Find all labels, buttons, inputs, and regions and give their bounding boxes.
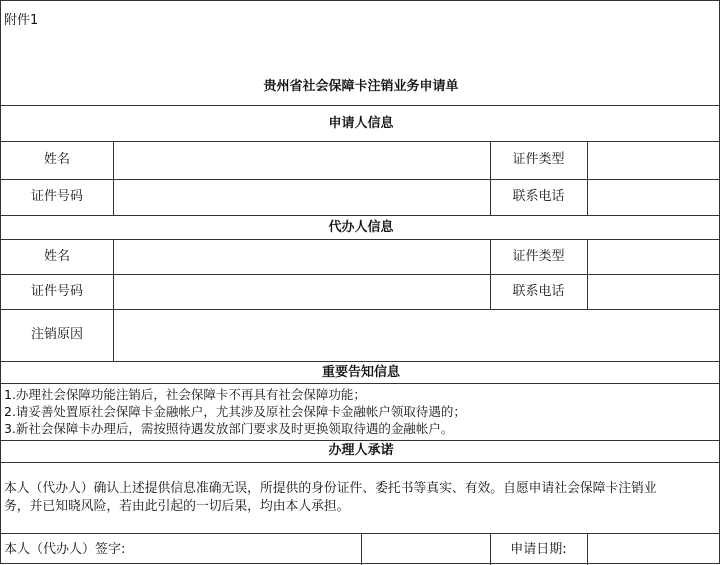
agent-id-number-field[interactable]	[119, 284, 485, 300]
rule	[1, 462, 720, 463]
signature-label: 本人（代办人）签字:	[4, 542, 126, 557]
application-date-field[interactable]	[593, 542, 715, 558]
notice-section-header: 重要告知信息	[321, 365, 400, 380]
attachment-label: 附件1	[4, 13, 39, 28]
cancellation-reason-field[interactable]	[119, 327, 715, 343]
signature-field[interactable]	[367, 542, 485, 558]
rule	[361, 533, 362, 565]
rule	[1, 274, 720, 275]
rule	[1, 105, 720, 106]
commitment-text-line: 本人（代办人）确认上述提供信息准确无误，所提供的身份证件、委托书等真实、有效。自愿申请社会保障卡注销业	[4, 481, 657, 496]
notice-item: 1.办理社会保障功能注销后，社会保障卡不再具有社会保障功能；	[4, 387, 366, 402]
agent-name-label: 姓名	[43, 249, 70, 264]
rule	[587, 533, 588, 565]
applicant-id-number-field[interactable]	[119, 189, 485, 205]
rule	[1, 141, 720, 142]
commitment-section-header: 办理人承诺	[328, 443, 394, 458]
rule	[1, 215, 720, 216]
rule	[587, 141, 588, 215]
applicant-name-field[interactable]	[119, 152, 485, 168]
agent-name-field[interactable]	[119, 249, 485, 265]
rule	[1, 440, 720, 441]
agent-id-number-label: 证件号码	[30, 284, 83, 299]
application-date-label: 申请日期:	[510, 542, 567, 557]
cancellation-reason-label: 注销原因	[30, 327, 83, 342]
agent-id-type-field[interactable]	[593, 249, 715, 265]
notice-item: 2.请妥善处置原社会保障卡金融帐户，尤其涉及原社会保障卡金融帐户领取待遇的；	[4, 404, 466, 419]
agent-phone-label: 联系电话	[512, 284, 565, 299]
applicant-id-number-label: 证件号码	[30, 189, 83, 204]
commitment-text-line: 务，并已知晓风险，若由此引起的一切后果，均由本人承担。	[4, 499, 350, 514]
form-title: 贵州省社会保障卡注销业务申请单	[263, 79, 459, 94]
applicant-section-header: 申请人信息	[328, 116, 394, 131]
rule	[113, 141, 114, 215]
rule	[1, 239, 720, 240]
rule	[1, 309, 720, 310]
rule	[1, 179, 720, 180]
applicant-phone-label: 联系电话	[512, 189, 565, 204]
notice-item: 3.新社会保障卡办理后，需按照待遇发放部门要求及时更换领取待遇的金融帐户。	[4, 421, 454, 436]
rule	[113, 239, 114, 361]
agent-id-type-label: 证件类型	[512, 249, 565, 264]
rule	[1, 383, 720, 384]
rule	[587, 239, 588, 309]
agent-phone-field[interactable]	[593, 284, 715, 300]
rule	[1, 361, 720, 362]
applicant-name-label: 姓名	[43, 152, 70, 167]
applicant-id-type-label: 证件类型	[512, 152, 565, 167]
applicant-phone-field[interactable]	[593, 189, 715, 205]
applicant-id-type-field[interactable]	[593, 152, 715, 168]
agent-section-header: 代办人信息	[328, 220, 394, 235]
